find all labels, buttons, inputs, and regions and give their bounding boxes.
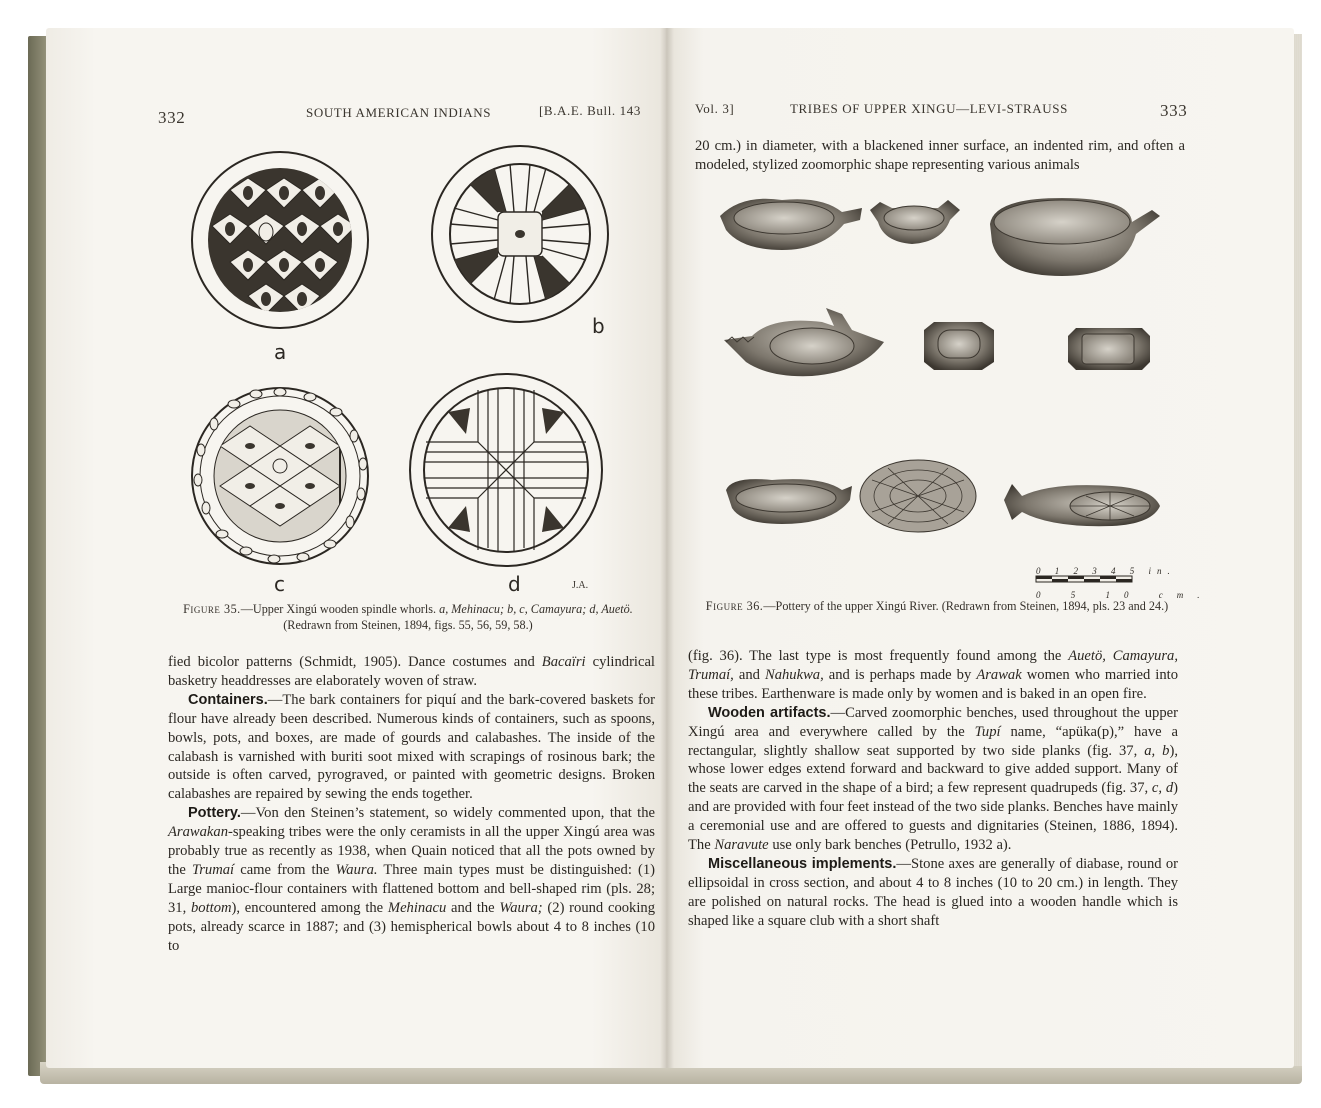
paragraph-basketry: fied bicolor patterns (Schmidt, 1905). Dance costumes and Bacaïri cylindrical basketry headdresses are elaborately woven of straw. [168,654,655,689]
caption-text: —Pottery of the upper Xingú River. (Redrawn from Steinen, 1894, pls. 23 and 24.) [763,599,1169,613]
right-top-text: 20 cm.) in diameter, with a blackened inner surface, an indented rim, and often a modeled, stylized zoomorphic shape representing various animals [695,138,1185,173]
paragraph-pottery-continued: (fig. 36). The last type is most frequently found among the Auetö, Camayura, Trumaí, and Nahukwa, and is perhaps made by Arawak women who married into these tribes. Earthenware is made only by women and is baked in an open fire. [688,648,1179,702]
figure-35-caption [162,601,654,633]
caption-label: Figure 35. [183,602,241,616]
illustrator-initials: J.A. [572,580,589,591]
paragraph-wooden-artifacts: Wooden artifacts.—Carved zoomorphic benches, used throughout the upper Xingú area and everywhere called by the Tupí name, “apüka(p),” have a rectangular, slightly shallow seat supported by two side planks (fig. 37, a, b), whose lower edges extend forward and backward to give added support. Many of the seats are carved in the shape of a bird; a few represent quadrupeds (fig. 37, c, d) and are provided with four feet instead of the two side planks. Benches have mainly a ceremonial use and are offered to guests and dignitaries (Steinen, 1886, 1894). The Naravute use only bark benches (Petrullo, 1932 a). [688,704,1178,854]
pot-2 [870,200,960,244]
left-running-reference: [B.A.E. Bull. 143 [539,103,641,118]
pot-5 [924,322,994,370]
left-page-number: 332 [158,108,186,127]
caption-label: Figure 36. [705,599,764,613]
caption-source: (Redrawn from Steinen, 1894, figs. 55, 56, 59, 58.) [283,618,533,632]
pot-7 [726,479,852,524]
heading-pottery: Pottery. [188,805,241,822]
scale-cm-labels: 0 5 10 cm. [1036,590,1214,600]
pot-3 [990,198,1160,276]
left-body-text [168,653,655,956]
pot-6 [1068,328,1150,370]
figure-35-letter-c: c [274,572,285,596]
pot-9 [1004,484,1160,526]
caption-italic: a, Mehinacu; b, c, Camayura; d, Auetö. [439,602,633,616]
spindle-whorl-a [190,150,370,330]
heading-containers: Containers. [188,691,268,708]
figure-35-letter-a: a [274,340,287,364]
left-running-title: SOUTH AMERICAN INDIANS [306,105,492,120]
right-page-number: 333 [1160,101,1188,120]
spindle-whorl-b [430,144,610,324]
caption-text: —Upper Xingú wooden spindle whorls. [240,602,437,616]
heading-miscellaneous: Miscellaneous implements. [708,855,897,872]
book-gutter [660,28,674,1068]
right-running-title: TRIBES OF UPPER XINGU—LEVI-STRAUSS [790,101,1068,116]
figure-35-letter-b: b [592,314,605,338]
pottery-figure-36 [712,190,1182,550]
scale-inch-labels: 0 1 2 3 4 5 in. [1036,566,1176,576]
pot-1 [720,199,862,250]
right-page-edges [1294,34,1302,1066]
figure-36-caption [700,598,1174,614]
paragraph-containers: Containers.—The bark containers for piquí and the bark-covered baskets for flour have already been described. Numerous kinds of containers, such as spoons, bowls, pots, and boxes, are made of gourds and calabashes. The inside of the calabash is varnished with buriti soot mixed with scrapings of rosinous bark; the outside is often carved, pyrograved, or painted with geometric designs. Broken calabashes are repaired by sewing the ends together. [168,691,655,803]
spindle-whorl-c [190,386,370,566]
spindle-whorl-d [408,372,604,568]
figure-35-letter-d: d [508,572,521,596]
pot-4 [724,308,884,376]
pot-8 [860,460,976,532]
right-body-text [688,647,1178,931]
right-volume-label: Vol. 3] [695,101,735,116]
paragraph-pottery: Pottery.—Von den Steinen’s statement, so widely commented upon, that the Arawakan-speaking tribes were the only ceramists in all the upper Xingú area was probably true as recently as 1938, when Quain noticed that all the pots owned by the Trumaí came from the Waura. Three main types must be distinguished: (1) Large manioc-flour containers with flattened bottom and bell-shaped rim (pls. 28; 31, bottom), encountered among the Mehinacu and the Waura; (2) round cooking pots, already scarce in 1887; and (3) hemispherical bowls about 4 to 8 inches (10 to [168,805,655,954]
paragraph-miscellaneous: Miscellaneous implements.—Stone axes are generally of diabase, round or ellipsoidal in cross section, and about 4 to 8 inches (10 to 20 cm.) in length. They are polished on natural rocks. The head is glued into a wooden handle which is shaped like a square club with a short shaft [688,855,1178,929]
heading-wooden-artifacts: Wooden artifacts. [708,704,831,721]
